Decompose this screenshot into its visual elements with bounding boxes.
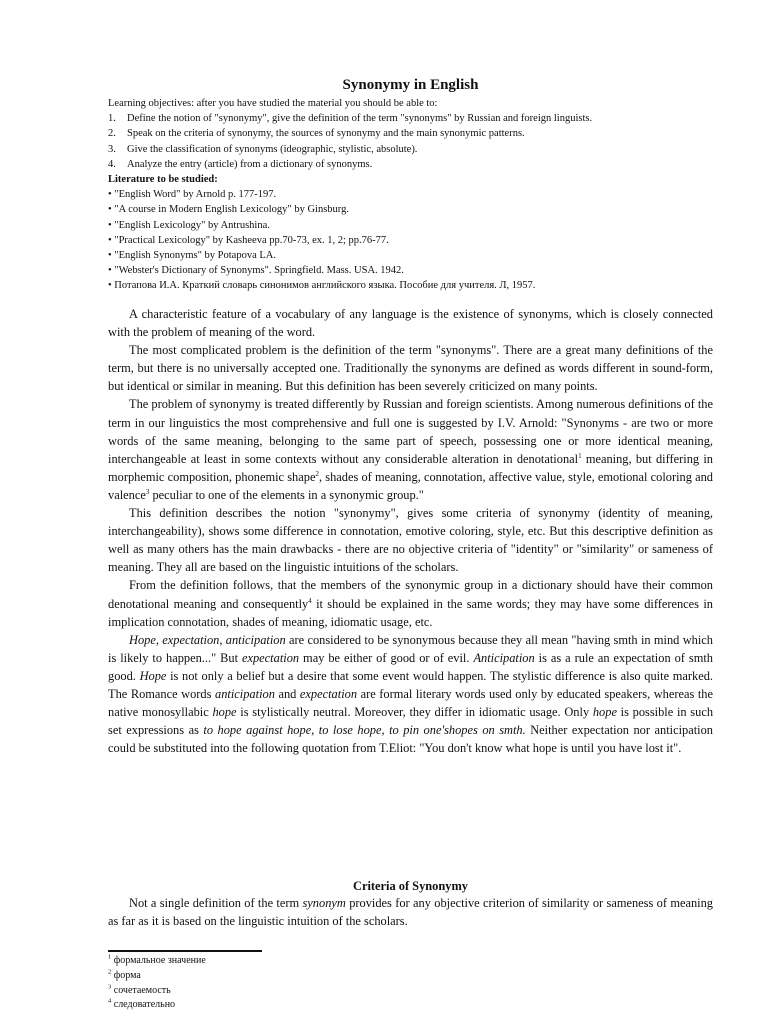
paragraph: This definition describes the notion "synonymy", gives some criteria of synonymy (identity of meaning, interchangeability), shows some difference in connotation, emotive coloring, style, etc. But this descriptive definition as well as many others has the main drawbacks - there are no objective criteria of "identity" or "similarity" or sameness of meaning. They all are based on the linguistic intuitions of the scholars. [108, 506, 713, 575]
paragraph: Not a single definition of the term synonym provides for any objective criterion of similarity or sameness of meaning as far as it is based on the linguistic intuition of the scholars. [108, 896, 713, 929]
footnotes [108, 954, 713, 1013]
literature-item: • Потапова И.А. Краткий словарь синонимов английского языка. Пособие для учителя. Л, 1957. [108, 280, 536, 292]
criteria-text [108, 894, 713, 930]
paragraph: The problem of synonymy is treated differently by Russian and foreign scientists. Among numerous definitions of the term in our linguistics the most comprehensive and full one is suggested by I.V. Arnold: "Synonyms - are two or more words of the same meaning, belonging to the same part of speech, possessing one or more identical meaning, interchangeable at least in some contexts without any considerable alteration in denotational$^1$ meaning, but differing in morphemic composition, phonemic shape$^2$, shades of meaning, connotation, affective value, style, emotional coloring and valence$^3$ peculiar to one of the elements in a synonymic group." [108, 397, 713, 502]
objectives-intro: Learning objectives: after you have studied the material you should be able to: [108, 98, 438, 109]
paragraph: A characteristic feature of a vocabulary of any language is the existence of synonyms, which is closely connected with the problem of meaning of the word. [108, 307, 713, 340]
document-title: Synonymy in English [342, 77, 479, 93]
literature-item: • "Practical Lexicology" by Kasheeva pp.70-73, ex. 1, 2; pp.76-77. [108, 234, 389, 246]
paragraph: Hope, expectation, anticipation are considered to be synonymous because they all mean "having smth in mind which is likely to happen..." But expectation may be either of good or of evil. Anticipation is as a rule an expectation of smth good. Hope is not only a belief but a desire that some event would happen. The stylistic difference is also quite marked. The Romance words anticipation and expectation are formal literary words used only by educated speakers, whereas the native monosyllabic hope is stylistically neutral. Moreover, they differ in idiomatic usage. Only hope is possible in such set expressions as to hope against hope, to lose hope, to pin one'shopes on smth. Neither expectation nor anticipation could be substituted into the following quotation from T.Eliot: "You don't know what hope is until you have lost it". [108, 632, 714, 756]
paragraph: From the definition follows, that the members of the synonymic group in a dictionary should have their common denotational meaning and consequently$^4$ it should be explained in the same words; they may have some differences in implication connotation, shades of meaning, idiomatic usage, etc. [108, 578, 713, 629]
literature-heading: Literature to be studied: [108, 174, 218, 186]
footnote-ref[interactable]: 4 [308, 596, 312, 605]
literature-item: • "English Word" by Arnold p. 177-197. [108, 189, 277, 201]
paragraph: The most complicated problem is the definition of the term "synonyms". There are a great many definitions of the term, but there is no universally accepted one. Traditionally the synonyms are defined as words different in sound-form, but identical or similar in meaning. But this definition has been severely criticized on many points. [108, 343, 713, 394]
section-heading: Criteria of Synonymy [353, 879, 468, 893]
footnote: $^1$ формальное значение [108, 953, 206, 966]
objectives-section [108, 96, 713, 294]
footnote-ref[interactable]: 1 [578, 451, 582, 460]
objective-item: 4. Analyze the entry (article) from a dictionary of synonyms. [108, 158, 373, 170]
footnote-ref[interactable]: 2 [315, 469, 319, 478]
literature-item: • "English Lexicology" by Antrushina. [108, 219, 270, 231]
literature-item: • "A course in Modern English Lexicology" by Ginsburg. [108, 204, 349, 216]
objective-item: 3. Give the classification of synonyms (ideographic, stylistic, absolute). [108, 143, 418, 155]
footnote-divider [108, 950, 262, 952]
main-text [108, 305, 713, 757]
objective-item: 1. Define the notion of "synonymy", give the definition of the term "synonyms" by Russian and foreign linguists. [108, 113, 593, 125]
footnote: $^2$ форма [108, 968, 141, 981]
literature-item: • "English Synonyms" by Potapova LA. [108, 250, 276, 262]
footnote: $^4$ следовательно [108, 998, 176, 1011]
footnote-ref[interactable]: 3 [145, 487, 150, 496]
footnote: $^3$ сочетаемость [108, 983, 171, 996]
objective-item: 2. Speak on the criteria of synonymy, the sources of synonymy and the main synonymic patterns. [108, 128, 525, 140]
literature-item: • "Webster's Dictionary of Synonyms". Springfield. Mass. USA. 1942. [108, 265, 404, 277]
